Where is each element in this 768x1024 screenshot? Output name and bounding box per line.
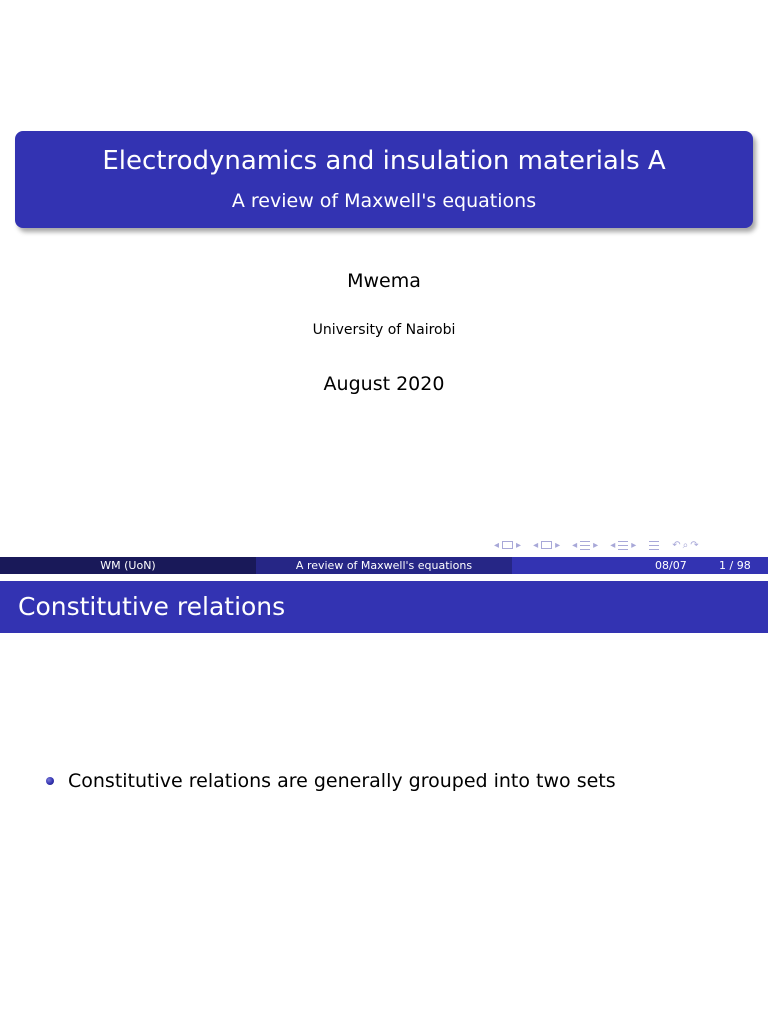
footer-date: 08/07 xyxy=(655,559,687,572)
nav-slide-icon[interactable]: ◂ ▸ xyxy=(494,539,522,551)
author-name: Mwema xyxy=(347,270,421,292)
bullet-list xyxy=(46,768,616,794)
presentation-date: August 2020 xyxy=(323,373,445,395)
nav-section-icon[interactable]: ◂ ▸ xyxy=(610,539,637,551)
frame-title-bar xyxy=(0,581,768,633)
footer-page-number: 1 / 98 xyxy=(719,559,751,572)
nav-subsection-icon[interactable]: ◂ ▸ xyxy=(572,539,599,551)
footer-info xyxy=(512,557,768,574)
nav-frame-icon[interactable]: ◂ ▸ xyxy=(533,539,561,551)
nav-appendix-icon[interactable] xyxy=(647,541,661,550)
title-box xyxy=(15,131,753,228)
navigation-symbols xyxy=(493,538,710,552)
bullet-text: Constitutive relations are generally grouped into two sets xyxy=(68,770,616,792)
institute-name: University of Nairobi xyxy=(312,322,456,338)
footer-author: WM (UoN) xyxy=(0,557,256,574)
nav-search-icon[interactable]: ↶ ⌕ ↷ xyxy=(672,539,699,551)
list-item xyxy=(46,768,616,794)
frame-title: Constitutive relations xyxy=(18,592,286,621)
footer-bar xyxy=(0,557,768,574)
bullet-icon xyxy=(46,777,54,785)
presentation-title: Electrodynamics and insulation materials A xyxy=(102,146,666,176)
footer-short-title: A review of Maxwell's equations xyxy=(256,557,512,574)
presentation-subtitle: A review of Maxwell's equations xyxy=(231,190,537,212)
